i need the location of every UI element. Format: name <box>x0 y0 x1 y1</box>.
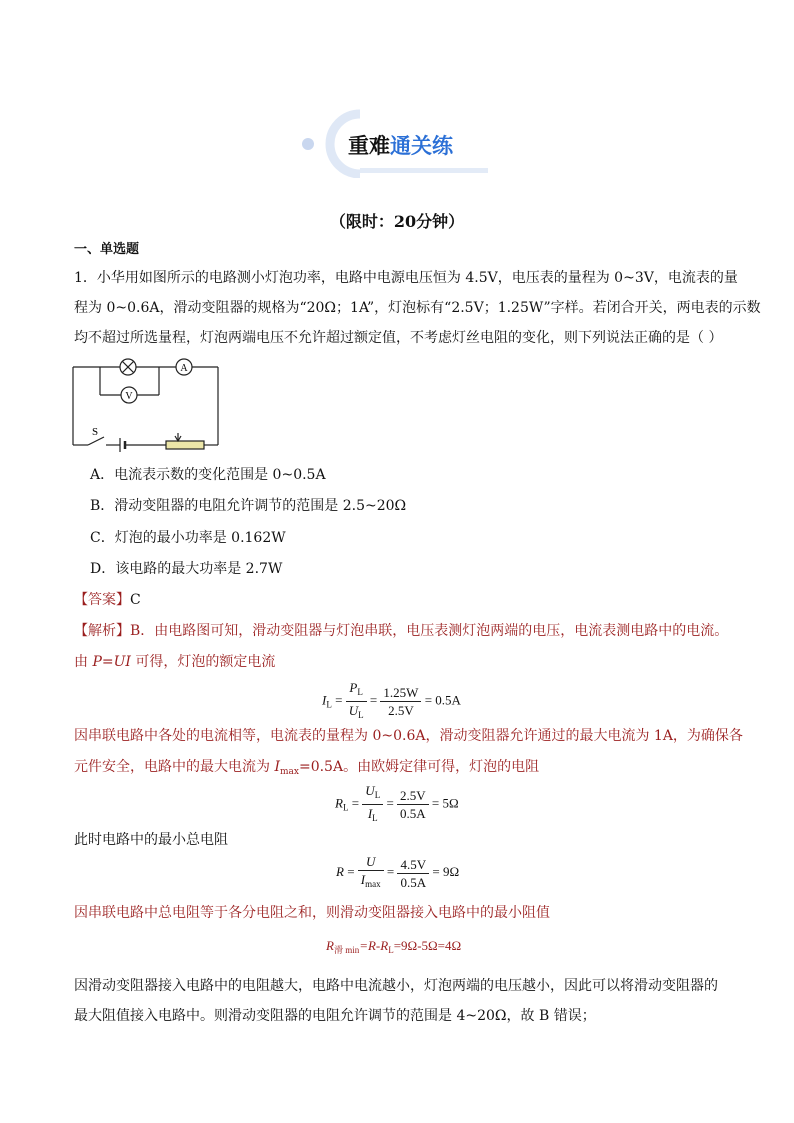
formula-p-ui: P=UI <box>92 654 131 670</box>
f1-eq: = <box>331 692 346 708</box>
analysis-line-7: 因滑动变阻器接入电路中的电阻越大，电路中电流越小，灯泡两端的电压越小，因此可以将滑动变阻器的 <box>74 978 718 994</box>
answer-value: C <box>130 592 141 608</box>
header-badge <box>296 108 496 178</box>
option-c: C．灯泡的最小功率是 0.162W <box>90 530 286 546</box>
section-heading: 一、单选题 <box>74 242 140 257</box>
analysis-line-6: 因串联电路中总电阻等于各分电阻之和，则滑动变阻器接入电路中的最小阻值 <box>74 905 550 921</box>
answer-label: 【答案】 <box>74 592 130 608</box>
f2-result: = 5Ω <box>431 795 459 811</box>
f1-frac-2: $\frac{1.25W}{2.5V}$ <box>380 684 421 719</box>
analysis-line-3: 因串联电路中各处的电流相等，电流表的量程为 0~0.6A，滑动变阻器允许通过的最大电流为 1A，为确保各 <box>74 728 743 744</box>
analysis-line-1 <box>74 621 728 641</box>
option-a: A．电流表示数的变化范围是 0~0.5A <box>90 467 326 483</box>
f2-frac-2: $\frac{2.5V}{0.5A}$ <box>397 787 429 822</box>
analysis-text-2b: 可得，灯泡的额定电流 <box>130 654 276 670</box>
f3-result: = 9Ω <box>432 863 460 879</box>
f3-frac-1: $\frac{U}{I_{max}}$ <box>358 853 384 893</box>
switch-label: S <box>92 426 99 438</box>
analysis-line-5: 此时电路中的最小总电阻 <box>74 832 228 848</box>
analysis-line-8: 最大阻值接入电路中。则滑动变阻器的电阻允许调节的范围是 4~20Ω，故 B 错误； <box>74 1008 596 1024</box>
f2-frac-1: $\frac{U_L}{I_L}$ <box>362 782 383 827</box>
formula-total-resistance: R = $\frac{U}{I_{max}}$ = $\frac{4.5V}{0.5A}$ = 9Ω <box>336 853 459 893</box>
f3-frac-2: $\frac{4.5V}{0.5A}$ <box>397 856 429 891</box>
analysis-text-4b: =0.5A。由欧姆定律可得，灯泡的电阻 <box>298 759 540 775</box>
formula-resistance: $R_L$ = $\frac{U_L}{I_L}$ = $\frac{2.5V}{0.5A}$ = 5Ω <box>335 782 459 827</box>
circuit-diagram <box>70 355 230 455</box>
option-d: D．该电路的最大功率是 2.7W <box>90 561 283 577</box>
analysis-text-2a: 由 <box>74 654 93 670</box>
option-b: B．滑动变阻器的电阻允许调节的范围是 2.5~20Ω <box>90 498 407 514</box>
question-line-2: 程为 0~0.6A，滑动变阻器的规格为“20Ω；1A”，灯泡标有“2.5V；1.25W”字样。若闭合开关，两电表的示数 <box>74 300 761 316</box>
f1-frac-1: $\frac{P_L}{U_L}$ <box>346 679 367 724</box>
f1-result: = 0.5A <box>424 692 461 708</box>
analysis-text-1: B．由电路图可知，滑动变阻器与灯泡串联，电压表测灯泡两端的电压，电流表测电路中的电流。 <box>130 623 729 639</box>
formula-imax: I <box>274 759 280 775</box>
f1-lhs-sub: L <box>326 699 332 710</box>
voltmeter-label: V <box>125 391 133 402</box>
formula-current: $I_L$ = $\frac{P_L}{U_L}$ = $\frac{1.25W}{2.5V}$ = 0.5A <box>322 679 461 724</box>
analysis-label: 【解析】 <box>74 623 130 639</box>
analysis-line-2 <box>74 652 275 672</box>
question-line-3: 均不超过所选量程，灯泡两端电压不允许超过额定值，不考虑灯丝电阻的变化，则下列说法正确的是（ ） <box>74 330 723 346</box>
analysis-text-4a: 元件安全，电路中的最大电流为 <box>74 759 275 775</box>
header-title-part1: 重难 <box>348 134 390 158</box>
f1-lhs: I <box>322 692 327 708</box>
time-limit: （限时：20分钟） <box>329 212 465 231</box>
formula-min-rheostat: $R_{滑 min}=R-R_L=9\Omega-5\Omega=4\Omega$ <box>326 938 462 955</box>
ammeter-label: A <box>180 363 188 374</box>
analysis-line-4 <box>74 757 539 782</box>
answer <box>74 590 141 610</box>
formula-imax-sub: max <box>279 767 299 777</box>
header-title-part2: 通关练 <box>390 134 453 158</box>
question-line-1: 1．小华用如图所示的电路测小灯泡功率，电路中电源电压恒为 4.5V，电压表的量程为 0~3V，电流表的量 <box>74 270 738 286</box>
